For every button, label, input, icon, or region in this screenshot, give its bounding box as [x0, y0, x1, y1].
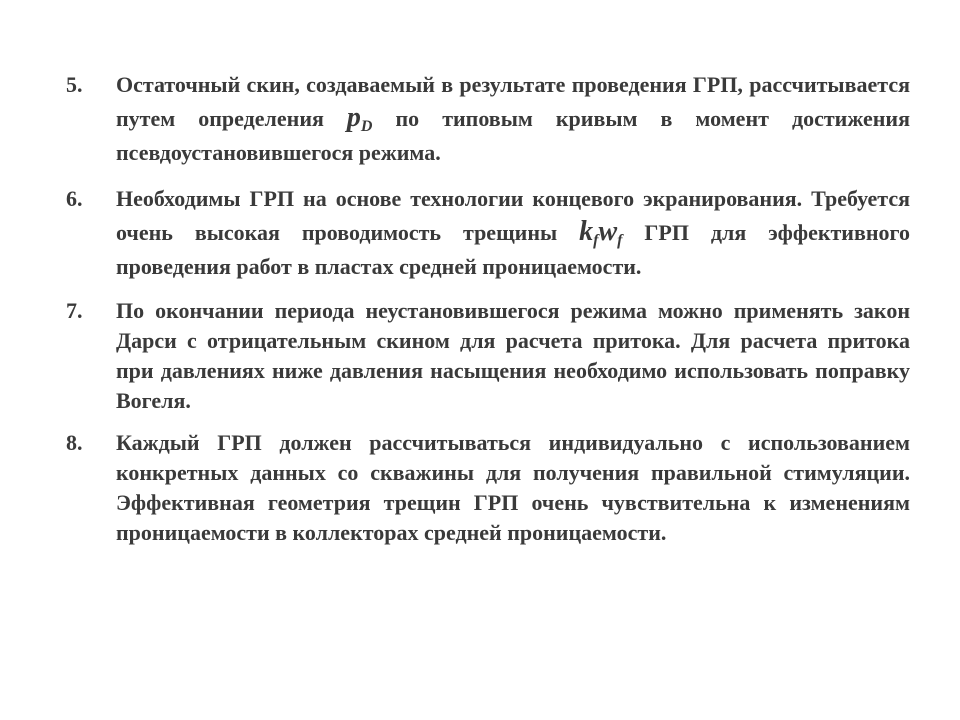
item-number: 8. [66, 430, 83, 455]
item-text [116, 182, 910, 284]
item-number: 5. [66, 72, 83, 97]
item-text-after: по типовым кривым в момент достижения псевдоустановившегося режима. [116, 106, 911, 165]
math-base: p [346, 102, 361, 133]
numbered-list [66, 68, 910, 560]
math-base: k [579, 216, 594, 247]
math-subscript: D [360, 118, 373, 135]
item-text-before: Необходимы ГРП на основе технологии концевого экранирования. Требуется очень высокая проводимость трещины [116, 186, 910, 245]
list-item-5 [66, 68, 910, 170]
math-subscript: f [617, 232, 623, 249]
list-item-8 [66, 428, 910, 548]
item-number: 6. [66, 186, 83, 211]
item-text-after: ГРП для эффективного проведения работ в пластах средней проницаемости. [116, 220, 910, 279]
item-text [116, 68, 910, 170]
list-item-7 [66, 296, 910, 416]
math-base: w [598, 216, 618, 247]
math-subscript: f [593, 232, 599, 249]
item-text-before: Остаточный скин, создаваемый в результате проведения ГРП, рассчитывается путем определения [116, 72, 910, 131]
math-p-d [347, 102, 373, 133]
list-item-6 [66, 182, 910, 284]
item-text: По окончании периода неустановившегося режима можно применять закон Дарси с отрицательным скином для расчета притока. Для расчета притока при давлениях ниже давления насыщения необходимо использовать поправку Вогеля. [116, 298, 910, 413]
math-kf-wf [579, 216, 622, 247]
item-text: Каждый ГРП должен рассчитываться индивидуально с использованием конкретных данных со скважины для получения правильной стимуляции. Эффективная геометрия трещин ГРП очень чувствительна к изменениям проницаемости в коллекторах средней проницаемости. [116, 430, 910, 545]
item-number: 7. [66, 298, 83, 323]
